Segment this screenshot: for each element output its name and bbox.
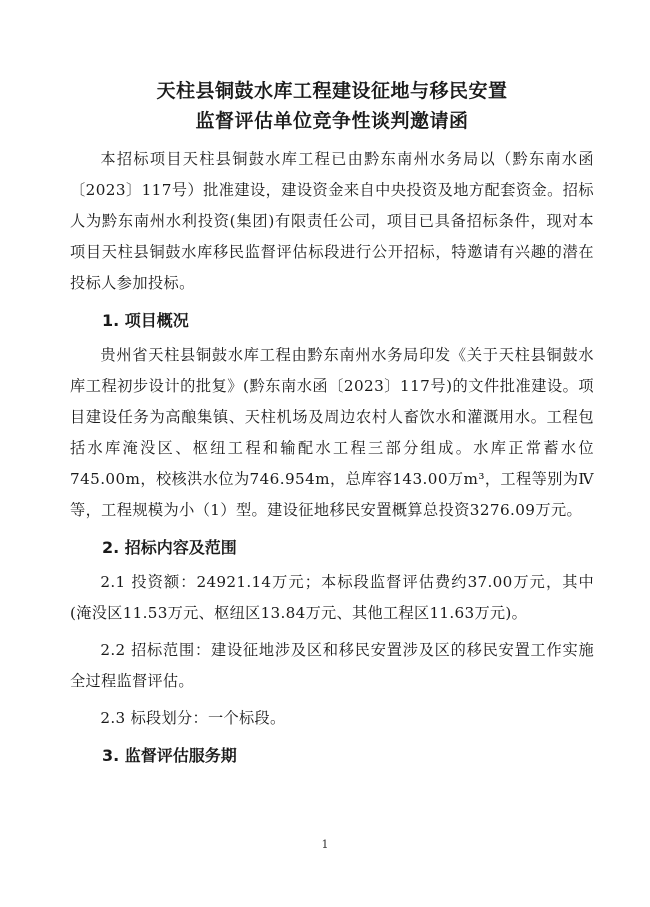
section-1-heading: 1. 项目概况 (102, 311, 189, 330)
document-title-line-2: 监督评估单位竞争性谈判邀请函 (195, 110, 469, 132)
section-2-item-2: 2.2 招标范围：建设征地涉及区和移民安置涉及区的移民安置工作实施全过程监督评估。 (70, 641, 594, 690)
section-1-paragraph: 贵州省天柱县铜鼓水库工程由黔东南州水务局印发《关于天柱县铜鼓水库工程初步设计的批复》(黔东南水函〔2023〕117号)的文件批准建设。项目建设任务为高酿集镇、天柱机场及周边农村人畜饮水和灌溉用水。工程包括水库淹没区、枢纽工程和输配水工程三部分组成。水库正常蓄水位745.00m，校核洪水位为746.954m，总库容143.00万m³，工程等别为Ⅳ等，工程规模为小（1）型。建设征地移民安置概算总投资3276.09万元。 (70, 346, 594, 519)
section-2-heading: 2. 招标内容及范围 (102, 538, 237, 557)
intro-paragraph: 本招标项目天柱县铜鼓水库工程已由黔东南州水务局以（黔东南水函〔2023〕117号）批准建设，建设资金来自中央投资及地方配套资金。招标人为黔东南州水利投资(集团)有限责任公司，项目已具备招标条件，现对本项目天柱县铜鼓水库移民监督评估标段进行公开招标，特邀请有兴趣的潜在投标人参加投标。 (70, 150, 594, 292)
section-3-heading: 3. 监督评估服务期 (102, 746, 237, 765)
section-2-item-3: 2.3 标段划分：一个标段。 (100, 709, 286, 727)
document-title-line-1: 天柱县铜鼓水库工程建设征地与移民安置 (156, 80, 508, 102)
page-number: 1 (321, 838, 329, 851)
section-2-item-1: 2.1 投资额：24921.14万元；本标段监督评估费约37.00万元，其中(淹没区11.53万元、枢纽区13.84万元、其他工程区11.63万元)。 (70, 573, 594, 622)
